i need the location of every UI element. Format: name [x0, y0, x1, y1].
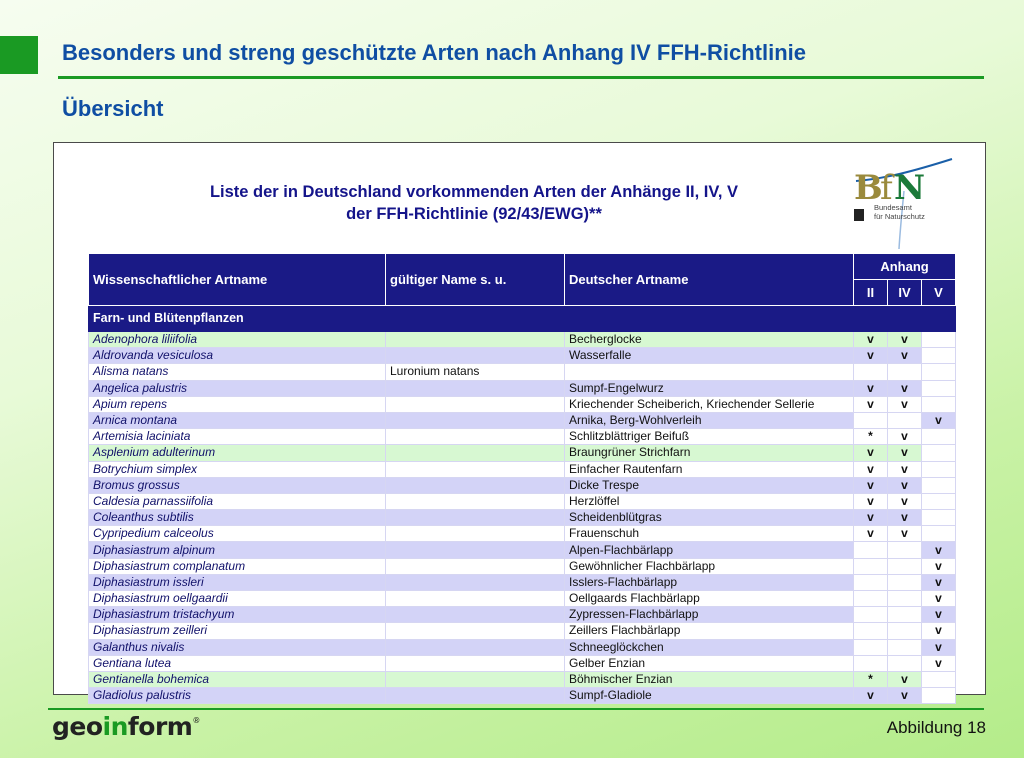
header-german-name: Deutscher Artname [565, 254, 854, 306]
document-heading-line-2: der FFH-Richtlinie (92/43/EWG)** [346, 205, 602, 223]
cell-valid-name [386, 542, 565, 558]
cell-annex-iv: v [888, 348, 922, 364]
cell-german-name: Zeillers Flachbärlapp [565, 623, 854, 639]
cell-annex-ii: * [854, 429, 888, 445]
cell-valid-name [386, 380, 565, 396]
cell-scientific-name: Apium repens [89, 396, 386, 412]
slide-subtitle: Übersicht [62, 96, 164, 121]
cell-german-name: Kriechender Scheiberich, Kriechender Sellerie [565, 396, 854, 412]
cell-annex-v [922, 396, 956, 412]
cell-annex-ii [854, 412, 888, 428]
cell-scientific-name: Galanthus nivalis [89, 639, 386, 655]
table-row [89, 396, 956, 412]
table-row [89, 412, 956, 428]
cell-annex-iv: v [888, 493, 922, 509]
figure-label: Abbildung 18 [886, 718, 986, 737]
cell-annex-iv [888, 655, 922, 671]
table-row [89, 348, 956, 364]
cell-annex-iv [888, 542, 922, 558]
cell-german-name: Arnika, Berg-Wohlverleih [565, 412, 854, 428]
table-row [89, 332, 956, 348]
cell-annex-ii: v [854, 526, 888, 542]
cell-scientific-name: Botrychium simplex [89, 461, 386, 477]
cell-annex-v [922, 332, 956, 348]
cell-annex-ii [854, 655, 888, 671]
table-row [89, 542, 956, 558]
cell-annex-ii: v [854, 445, 888, 461]
table-row [89, 574, 956, 590]
cell-german-name: Schneeglöckchen [565, 639, 854, 655]
cell-scientific-name: Asplenium adulterinum [89, 445, 386, 461]
cell-scientific-name: Diphasiastrum zeilleri [89, 623, 386, 639]
cell-scientific-name: Diphasiastrum tristachyum [89, 607, 386, 623]
cell-annex-v [922, 688, 956, 704]
header-valid-name: gültiger Name s. u. [386, 254, 565, 306]
cell-annex-ii: * [854, 671, 888, 687]
logo-part-geo: geo [52, 712, 103, 741]
cell-annex-iv [888, 364, 922, 380]
cell-scientific-name: Aldrovanda vesiculosa [89, 348, 386, 364]
cell-scientific-name: Arnica montana [89, 412, 386, 428]
cell-annex-ii: v [854, 396, 888, 412]
table-row [89, 493, 956, 509]
cell-annex-iv [888, 591, 922, 607]
table-row [89, 445, 956, 461]
cell-german-name: Schlitzblättriger Beifuß [565, 429, 854, 445]
cell-annex-ii: v [854, 348, 888, 364]
cell-scientific-name: Gentiana lutea [89, 655, 386, 671]
cell-valid-name [386, 639, 565, 655]
logo-registered-mark: ® [192, 716, 200, 725]
cell-annex-v [922, 510, 956, 526]
cell-scientific-name: Diphasiastrum alpinum [89, 542, 386, 558]
cell-annex-v: v [922, 574, 956, 590]
cell-annex-iv: v [888, 445, 922, 461]
cell-scientific-name: Bromus grossus [89, 477, 386, 493]
cell-annex-v [922, 461, 956, 477]
cell-annex-v: v [922, 639, 956, 655]
svg-text:f: f [880, 168, 893, 208]
cell-annex-v: v [922, 412, 956, 428]
cell-german-name: Gewöhnlicher Flachbärlapp [565, 558, 854, 574]
table-row [89, 607, 956, 623]
header-annex-v: V [922, 280, 956, 306]
cell-annex-v [922, 348, 956, 364]
slide-title: Besonders und streng geschützte Arten nach Anhang IV FFH-Richtlinie [62, 40, 806, 65]
cell-annex-iv [888, 574, 922, 590]
cell-annex-v [922, 477, 956, 493]
cell-annex-ii [854, 558, 888, 574]
cell-valid-name [386, 461, 565, 477]
cell-german-name [565, 364, 854, 380]
table-row [89, 477, 956, 493]
cell-german-name: Frauenschuh [565, 526, 854, 542]
cell-annex-ii: v [854, 461, 888, 477]
cell-annex-iv [888, 412, 922, 428]
cell-annex-v [922, 671, 956, 687]
cell-annex-v [922, 364, 956, 380]
cell-scientific-name: Adenophora liliifolia [89, 332, 386, 348]
cell-german-name: Wasserfalle [565, 348, 854, 364]
bfn-logo-line-1: Bundesamt [874, 203, 912, 212]
cell-annex-iv: v [888, 461, 922, 477]
table-row [89, 688, 956, 704]
cell-german-name: Oellgaards Flachbärlapp [565, 591, 854, 607]
corner-accent-block [0, 36, 38, 74]
cell-annex-ii [854, 542, 888, 558]
title-divider [58, 76, 984, 79]
cell-annex-iv [888, 639, 922, 655]
cell-valid-name [386, 477, 565, 493]
table-header-row-1 [89, 254, 956, 280]
cell-valid-name [386, 591, 565, 607]
cell-valid-name [386, 429, 565, 445]
table-row [89, 639, 956, 655]
cell-scientific-name: Diphasiastrum issleri [89, 574, 386, 590]
cell-annex-v [922, 526, 956, 542]
cell-german-name: Isslers-Flachbärlapp [565, 574, 854, 590]
cell-valid-name [386, 607, 565, 623]
cell-valid-name [386, 671, 565, 687]
cell-annex-ii: v [854, 510, 888, 526]
cell-annex-iv [888, 623, 922, 639]
cell-annex-ii: v [854, 477, 888, 493]
cell-scientific-name: Angelica palustris [89, 380, 386, 396]
cell-annex-ii [854, 591, 888, 607]
table-row [89, 364, 956, 380]
cell-german-name: Zypressen-Flachbärlapp [565, 607, 854, 623]
document-heading [54, 181, 894, 225]
table-row [89, 623, 956, 639]
cell-valid-name [386, 445, 565, 461]
cell-valid-name: Luronium natans [386, 364, 565, 380]
cell-annex-iv: v [888, 526, 922, 542]
bfn-logo-icon [844, 151, 964, 251]
bfn-logo-line-2: für Naturschutz [874, 212, 925, 221]
cell-annex-ii [854, 364, 888, 380]
cell-annex-iv [888, 558, 922, 574]
cell-valid-name [386, 412, 565, 428]
cell-valid-name [386, 332, 565, 348]
geoinform-logo [52, 712, 200, 741]
cell-valid-name [386, 348, 565, 364]
cell-german-name: Becherglocke [565, 332, 854, 348]
cell-german-name: Alpen-Flachbärlapp [565, 542, 854, 558]
header-annex: Anhang [854, 254, 956, 280]
cell-german-name: Braungrüner Strichfarn [565, 445, 854, 461]
cell-annex-v [922, 493, 956, 509]
cell-scientific-name: Artemisia laciniata [89, 429, 386, 445]
cell-annex-iv: v [888, 671, 922, 687]
table-row [89, 591, 956, 607]
section-label: Farn- und Blütenpflanzen [89, 306, 956, 332]
cell-valid-name [386, 623, 565, 639]
table-row [89, 380, 956, 396]
cell-german-name: Gelber Enzian [565, 655, 854, 671]
footer-divider [48, 708, 984, 710]
svg-text:N: N [894, 168, 926, 208]
cell-annex-iv [888, 607, 922, 623]
cell-german-name: Böhmischer Enzian [565, 671, 854, 687]
table-row [89, 526, 956, 542]
bfn-logo-caption [874, 203, 925, 221]
cell-scientific-name: Coleanthus subtilis [89, 510, 386, 526]
cell-annex-ii [854, 574, 888, 590]
cell-annex-ii: v [854, 688, 888, 704]
cell-annex-iv: v [888, 429, 922, 445]
cell-annex-ii [854, 639, 888, 655]
cell-scientific-name: Gentianella bohemica [89, 671, 386, 687]
cell-valid-name [386, 510, 565, 526]
header-annex-iv: IV [888, 280, 922, 306]
cell-german-name: Sumpf-Gladiole [565, 688, 854, 704]
cell-german-name: Sumpf-Engelwurz [565, 380, 854, 396]
cell-annex-v: v [922, 655, 956, 671]
table-row [89, 461, 956, 477]
cell-annex-ii [854, 607, 888, 623]
cell-valid-name [386, 526, 565, 542]
cell-annex-v: v [922, 558, 956, 574]
cell-annex-ii [854, 623, 888, 639]
cell-valid-name [386, 574, 565, 590]
cell-annex-v: v [922, 542, 956, 558]
cell-annex-v [922, 429, 956, 445]
document-image-frame [53, 142, 986, 703]
cell-german-name: Dicke Trespe [565, 477, 854, 493]
cell-annex-iv: v [888, 477, 922, 493]
table-row [89, 671, 956, 687]
cell-annex-iv: v [888, 510, 922, 526]
cell-annex-v: v [922, 591, 956, 607]
header-scientific-name: Wissenschaftlicher Artname [89, 254, 386, 306]
cell-annex-iv: v [888, 688, 922, 704]
cell-annex-v: v [922, 623, 956, 639]
cell-scientific-name: Diphasiastrum oellgaardii [89, 591, 386, 607]
table-row [89, 429, 956, 445]
svg-text:B: B [854, 168, 883, 208]
species-table [88, 253, 956, 704]
cell-annex-ii: v [854, 380, 888, 396]
cell-scientific-name: Diphasiastrum complanatum [89, 558, 386, 574]
cell-annex-ii: v [854, 493, 888, 509]
document-heading-line-1: Liste der in Deutschland vorkommenden Arten der Anhänge II, IV, V [209, 183, 739, 201]
cell-annex-iv: v [888, 332, 922, 348]
table-row [89, 558, 956, 574]
cell-annex-iv: v [888, 396, 922, 412]
section-row [89, 306, 956, 332]
logo-part-in: in [102, 712, 128, 741]
cell-german-name: Scheidenblütgras [565, 510, 854, 526]
cell-german-name: Einfacher Rautenfarn [565, 461, 854, 477]
cell-valid-name [386, 396, 565, 412]
table-row [89, 655, 956, 671]
cell-annex-v: v [922, 607, 956, 623]
cell-annex-v [922, 445, 956, 461]
header-annex-ii: II [854, 280, 888, 306]
cell-annex-ii: v [854, 332, 888, 348]
cell-valid-name [386, 655, 565, 671]
cell-scientific-name: Alisma natans [89, 364, 386, 380]
cell-scientific-name: Cypripedium calceolus [89, 526, 386, 542]
logo-part-form: form [127, 712, 193, 741]
cell-scientific-name: Gladiolus palustris [89, 688, 386, 704]
cell-valid-name [386, 558, 565, 574]
cell-valid-name [386, 493, 565, 509]
table-row [89, 510, 956, 526]
cell-valid-name [386, 688, 565, 704]
cell-annex-iv: v [888, 380, 922, 396]
cell-annex-v [922, 380, 956, 396]
cell-scientific-name: Caldesia parnassiifolia [89, 493, 386, 509]
cell-german-name: Herzlöffel [565, 493, 854, 509]
